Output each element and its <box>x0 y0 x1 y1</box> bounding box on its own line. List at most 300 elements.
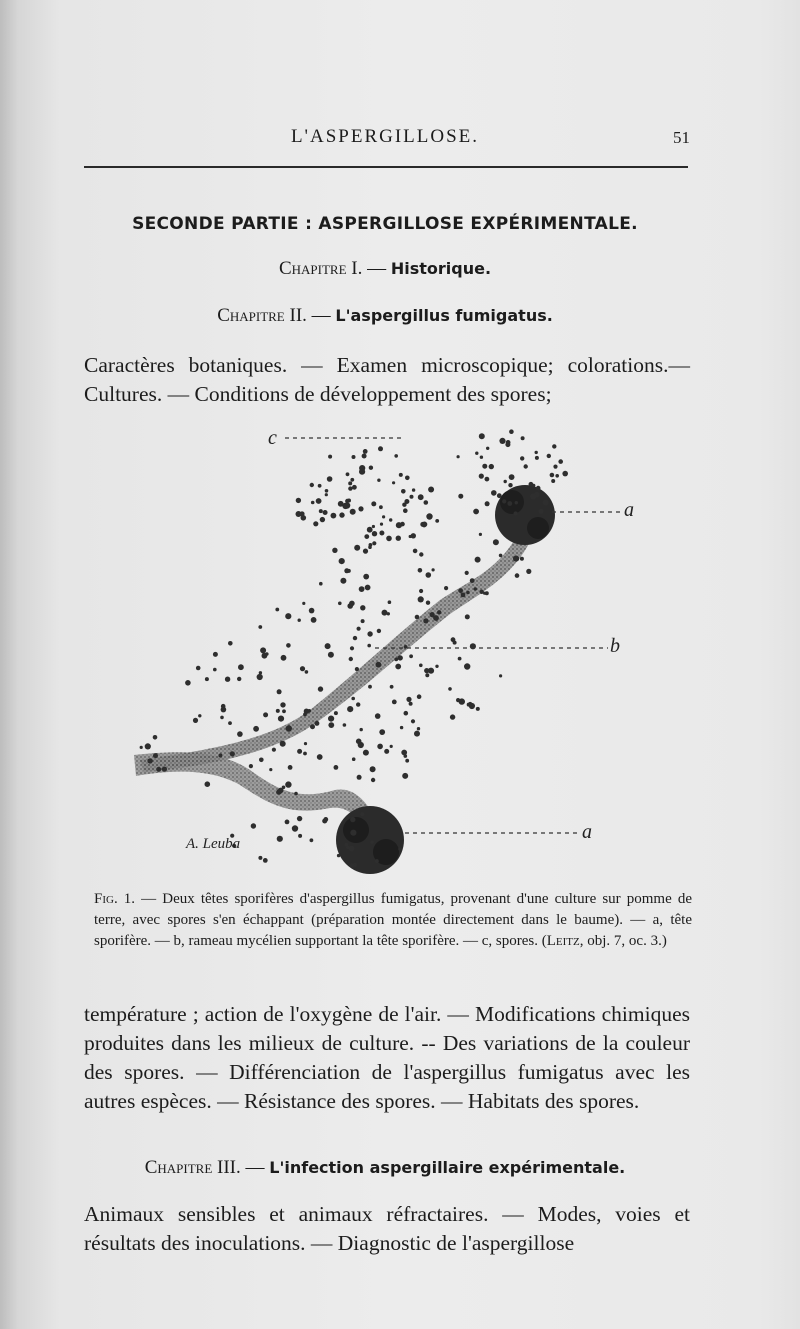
spore <box>419 664 423 668</box>
spore <box>448 687 452 691</box>
spore <box>371 501 376 506</box>
spore <box>372 541 376 545</box>
spore <box>400 726 403 729</box>
spore <box>320 517 325 522</box>
figure-label-a-top: a <box>624 499 634 521</box>
spore <box>536 486 541 491</box>
spore <box>437 610 441 614</box>
spore <box>338 602 342 606</box>
spore <box>412 488 415 491</box>
spore <box>265 652 269 656</box>
spore <box>403 508 408 513</box>
spore <box>426 572 432 578</box>
spore <box>339 558 345 564</box>
spore <box>162 767 167 772</box>
spore <box>285 613 291 619</box>
spore <box>349 846 355 852</box>
spore <box>375 713 381 719</box>
spore <box>156 767 161 772</box>
spore <box>450 714 455 719</box>
spore <box>433 615 439 621</box>
spore <box>352 757 356 761</box>
chapter-heading-3 <box>80 1157 690 1179</box>
figure-aspergillus-illustration <box>120 420 650 880</box>
spore <box>361 619 365 623</box>
spore <box>349 657 353 661</box>
spore <box>473 509 479 515</box>
spore <box>346 472 350 476</box>
spore <box>325 643 331 649</box>
spore <box>394 454 398 458</box>
spore <box>350 817 355 822</box>
spore <box>475 557 481 563</box>
spore <box>296 498 301 503</box>
spore <box>313 521 318 526</box>
spore <box>296 511 302 517</box>
spore <box>552 444 556 448</box>
spore <box>260 647 266 653</box>
spore <box>348 481 352 485</box>
spore <box>145 743 151 749</box>
spore <box>411 719 415 723</box>
spore <box>418 596 424 602</box>
spore <box>363 449 368 454</box>
spore <box>370 766 376 772</box>
spore <box>360 812 364 816</box>
spore <box>379 531 384 536</box>
spore <box>532 484 536 488</box>
spore <box>509 429 514 434</box>
spore <box>318 484 322 488</box>
figure-caption <box>94 889 692 952</box>
spore <box>280 741 286 747</box>
spore <box>308 709 312 713</box>
spore <box>368 545 372 549</box>
spore <box>390 745 393 748</box>
spore <box>228 721 232 725</box>
spore <box>388 600 392 604</box>
spore <box>280 702 285 707</box>
spore <box>432 568 435 571</box>
spore <box>521 436 525 440</box>
spore <box>237 731 243 737</box>
spore <box>359 465 365 471</box>
spore <box>520 456 524 460</box>
spore <box>292 825 298 831</box>
spore <box>479 474 484 479</box>
spore <box>363 750 369 756</box>
spore <box>343 723 347 727</box>
spore <box>300 666 305 671</box>
spore <box>405 759 409 763</box>
spore <box>263 712 268 717</box>
spore <box>340 578 346 584</box>
spore <box>257 674 263 680</box>
spore <box>328 455 332 459</box>
figure-label-b: b <box>610 635 620 657</box>
spore <box>310 724 315 729</box>
spore <box>382 610 388 616</box>
spore <box>457 455 460 458</box>
spore <box>401 750 407 756</box>
spore <box>263 858 268 863</box>
spore <box>435 519 439 523</box>
page-number: 51 <box>673 128 690 147</box>
spore <box>351 697 355 701</box>
spore <box>479 533 482 536</box>
spore <box>515 501 518 504</box>
spore <box>147 758 152 763</box>
spore <box>344 568 349 573</box>
spore <box>558 459 563 464</box>
spore <box>485 477 490 482</box>
spore <box>491 490 497 496</box>
spore <box>328 722 334 728</box>
spore <box>367 644 371 648</box>
spore <box>238 664 244 670</box>
spore <box>530 493 536 499</box>
spore <box>377 744 383 750</box>
spore <box>357 627 361 631</box>
spore <box>390 685 394 689</box>
spore <box>399 473 403 477</box>
spore <box>355 667 359 671</box>
spore <box>515 573 520 578</box>
spore <box>253 726 259 732</box>
spore <box>535 451 538 454</box>
spore <box>507 501 512 506</box>
spore <box>249 764 253 768</box>
spore <box>220 716 224 720</box>
running-title: L'ASPERGILLOSE. <box>290 126 480 147</box>
spore <box>389 518 392 521</box>
spore <box>185 680 191 686</box>
illustrator-signature: A. Leuba <box>186 836 241 852</box>
spore <box>282 709 286 713</box>
spore <box>350 509 356 515</box>
spore <box>489 464 494 469</box>
spore <box>193 718 198 723</box>
spore <box>363 549 368 554</box>
spore <box>304 742 307 745</box>
spore <box>213 668 217 672</box>
spore <box>258 856 262 860</box>
spore <box>286 725 292 731</box>
spore <box>344 502 350 508</box>
spore <box>303 752 307 756</box>
spore <box>285 820 290 825</box>
spore <box>277 836 283 842</box>
spore <box>466 591 470 595</box>
spore <box>314 721 319 726</box>
spore <box>513 556 519 562</box>
spore <box>140 746 143 749</box>
spore <box>332 548 337 553</box>
spore <box>377 629 381 633</box>
spore <box>384 749 389 754</box>
spore <box>350 863 355 868</box>
spore <box>562 471 568 477</box>
spore <box>275 608 279 612</box>
spore <box>405 476 410 481</box>
spore <box>356 739 362 745</box>
spore <box>386 536 392 542</box>
spore <box>555 474 559 478</box>
spore <box>319 509 323 513</box>
spore <box>218 754 222 758</box>
spore <box>347 706 353 712</box>
spore <box>380 523 383 526</box>
spore <box>469 703 475 709</box>
spore <box>345 843 349 847</box>
spore <box>354 545 360 551</box>
spore <box>228 641 233 646</box>
spore <box>331 513 337 519</box>
spore <box>465 614 470 619</box>
spore <box>458 494 463 499</box>
spore <box>237 677 241 681</box>
spore <box>310 483 314 487</box>
spore <box>372 525 375 528</box>
spore <box>423 618 428 623</box>
spore <box>363 574 369 580</box>
spore <box>396 536 401 541</box>
spore <box>415 615 420 620</box>
spore <box>325 493 328 496</box>
spore <box>406 697 411 702</box>
spore <box>470 578 475 583</box>
spore <box>350 478 354 482</box>
spore <box>543 500 549 506</box>
spore <box>514 511 518 515</box>
spore <box>379 505 383 509</box>
spore <box>547 454 551 458</box>
spore <box>464 663 470 669</box>
figure-label-c: c <box>268 427 277 449</box>
spore <box>451 637 456 642</box>
spore <box>297 816 302 821</box>
spore <box>424 500 429 505</box>
spore <box>506 440 511 445</box>
spore <box>476 707 480 711</box>
spore <box>426 601 430 605</box>
caption-author: Leitz <box>546 933 580 949</box>
spore <box>309 608 315 614</box>
spore <box>230 751 235 756</box>
spore <box>272 748 276 752</box>
spore <box>520 557 524 561</box>
spore <box>196 666 201 671</box>
spore <box>350 830 356 836</box>
running-header <box>80 126 690 154</box>
spore <box>337 854 340 857</box>
spore <box>297 749 302 754</box>
spore <box>497 493 502 498</box>
spore <box>392 700 397 705</box>
spore <box>419 552 423 556</box>
spore <box>474 587 477 590</box>
spore <box>435 665 438 668</box>
spore <box>414 731 420 737</box>
spore <box>428 487 434 493</box>
chapter-number: I. — <box>351 258 387 279</box>
spore <box>298 619 301 622</box>
spore <box>325 489 329 493</box>
spore <box>370 840 374 844</box>
spore <box>378 446 383 451</box>
spore <box>409 702 413 706</box>
spore <box>371 778 375 782</box>
spore <box>358 506 363 511</box>
spore <box>398 655 403 660</box>
chapter-label: Chapitre <box>217 305 285 326</box>
spore <box>375 859 379 863</box>
sporiferous-head-bottom <box>336 806 404 874</box>
spore <box>486 447 489 450</box>
spore <box>153 735 158 740</box>
spore <box>417 694 422 699</box>
spore <box>499 674 502 677</box>
spore <box>285 781 291 787</box>
spore <box>198 714 201 717</box>
spore <box>359 586 365 592</box>
spore <box>444 586 448 590</box>
spore <box>317 754 323 760</box>
spore <box>294 792 298 796</box>
caption-tail: , obj. 7, oc. 3.) <box>579 933 667 949</box>
spore <box>553 465 557 469</box>
spore <box>310 838 314 842</box>
spore <box>364 534 369 539</box>
spore <box>334 711 338 715</box>
spore <box>311 501 315 505</box>
spore <box>301 515 307 521</box>
spore <box>350 646 354 650</box>
caption-figure-label: Fig. 1. <box>94 891 136 907</box>
spore <box>535 456 539 460</box>
chapter-heading-1 <box>80 258 690 280</box>
spore <box>286 643 291 648</box>
spore <box>328 716 334 722</box>
spore <box>221 704 226 709</box>
spore <box>426 513 432 519</box>
spore <box>153 753 158 758</box>
spore <box>360 728 363 731</box>
chapter-label: Chapitre <box>278 258 347 279</box>
spore <box>382 515 385 518</box>
spore <box>499 438 505 444</box>
spore <box>419 589 423 593</box>
spore <box>479 433 485 439</box>
spore <box>524 464 528 468</box>
spore <box>526 569 531 574</box>
spore <box>499 554 503 558</box>
spore <box>425 673 429 677</box>
spore <box>269 768 272 771</box>
spore <box>428 668 434 674</box>
spore <box>323 817 328 822</box>
spore <box>508 483 512 487</box>
spore <box>409 654 413 658</box>
paragraph-botanical: Caractères botaniques. — Examen microscopique; colorations.— Cultures. — Conditions de développement des spores; <box>84 353 690 406</box>
spore <box>338 501 344 507</box>
spore <box>319 582 323 586</box>
spore <box>493 539 499 545</box>
spore <box>348 486 352 490</box>
mycelial-branch-upper <box>140 530 532 772</box>
spore <box>339 512 344 517</box>
spore <box>480 456 483 459</box>
spore <box>551 479 555 483</box>
spore <box>205 781 211 787</box>
spore <box>550 473 555 478</box>
spore <box>353 636 357 640</box>
spore <box>334 765 339 770</box>
part-title: SECONDE PARTIE : ASPERGILLOSE EXPÉRIMENTALE. <box>132 214 638 234</box>
spore <box>362 454 367 459</box>
spore <box>410 495 414 499</box>
spore <box>305 670 309 674</box>
spore <box>404 499 409 504</box>
paragraph-animals: Animaux sensibles et animaux réfractaires. — Modes, voies et résultats des inoculations. — Diagnostic de l'aspergillose <box>84 1202 690 1255</box>
spore <box>402 773 408 779</box>
spore <box>352 485 357 490</box>
spore <box>205 677 209 681</box>
spore <box>302 602 305 605</box>
spore <box>288 765 293 770</box>
figure-label-a-bottom: a <box>582 821 592 843</box>
chapter-label: Chapitre <box>144 1157 213 1178</box>
spore <box>225 677 230 682</box>
header-rule <box>84 166 688 168</box>
spore <box>323 510 328 515</box>
chapter-number: III. — <box>217 1157 265 1178</box>
spore <box>276 789 281 794</box>
spore <box>398 847 402 851</box>
spore <box>369 466 373 470</box>
spore <box>376 662 382 668</box>
spore <box>418 568 423 573</box>
spore <box>404 711 409 716</box>
spore <box>276 709 280 713</box>
spore <box>316 498 322 504</box>
spore <box>281 655 287 661</box>
paragraph-temperature: température ; action de l'oxygène de l'air. — Modifications chimiques produites dans les milieux de culture. -- Des variations de la couleur des spores. — Différenciation de l'aspergillus fumigatus avec les autres espèces. — Résistance des spores. — Habitats des spores. <box>84 1002 690 1113</box>
spore <box>413 549 418 554</box>
spore <box>504 480 507 483</box>
spore <box>259 671 262 674</box>
chapter-title: L'infection aspergillaire expérimentale. <box>269 1158 626 1177</box>
spore <box>349 601 355 607</box>
spore <box>475 452 478 455</box>
spore <box>458 588 463 593</box>
spore <box>298 834 302 838</box>
spore <box>372 531 377 536</box>
spore <box>356 702 360 706</box>
spore <box>509 474 515 480</box>
spore <box>485 501 490 506</box>
spore <box>422 522 428 528</box>
spore <box>409 535 412 538</box>
spore <box>458 657 462 661</box>
spore <box>368 685 372 689</box>
chapter-number: II. — <box>289 305 331 326</box>
spore <box>461 593 466 598</box>
spore <box>459 698 465 704</box>
spore <box>404 645 408 649</box>
spore <box>357 775 362 780</box>
spore <box>259 758 264 763</box>
